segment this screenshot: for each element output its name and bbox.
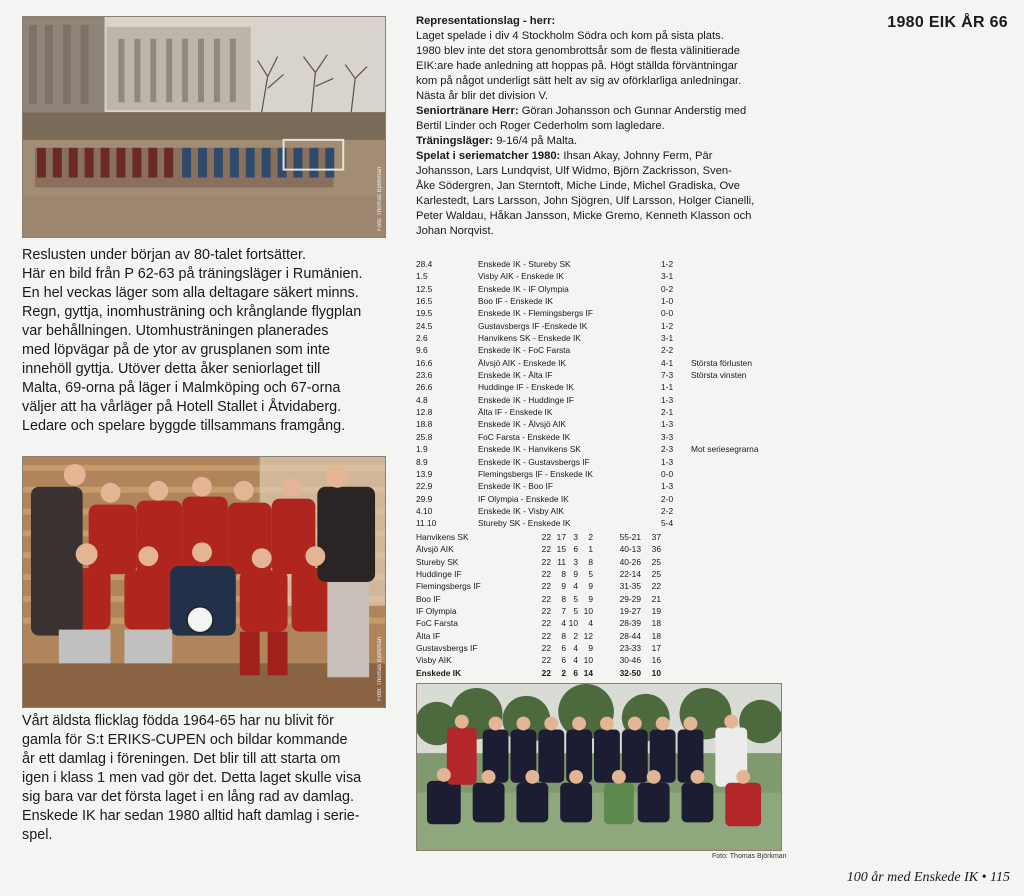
result-comment: [691, 456, 776, 468]
result-score: 0-2: [661, 283, 674, 294]
result-date: 19.5: [416, 308, 433, 319]
result-row: [416, 320, 776, 332]
result-comment: Största vinsten: [691, 370, 747, 381]
result-row: [416, 258, 776, 270]
standings-team: Hanvikens SK: [416, 532, 469, 542]
standings-team: IF Olympia: [416, 606, 457, 617]
result-match: Enskede IK - IF Olympia: [478, 283, 569, 294]
result-row: [416, 418, 776, 430]
result-match: Hanvikens SK - Enskede IK: [478, 333, 581, 344]
text-line: Åke Södergren, Jan Sterntoft, Miche Linde, Michel Gradiska, Ove: [416, 180, 740, 192]
standings-won: 2: [561, 667, 566, 678]
text-line: Johansson, Lars Lundqvist, Ulf Widmo, Björn Zackrisson, Sven-: [416, 165, 732, 177]
result-date: 1.9: [416, 444, 428, 455]
standings-goals: 32-50: [619, 667, 641, 678]
result-row: [416, 270, 776, 282]
result-score: 7-3: [661, 370, 674, 381]
text-line: Regn, gyttja, inomhusträning och krånglande flygplan: [22, 304, 362, 320]
camp-heading: Träningsläger:: [416, 135, 494, 147]
result-comment: [691, 493, 776, 505]
players-line: [416, 149, 796, 164]
result-score: 3-3: [661, 431, 674, 442]
standings-team: FoC Farsta: [416, 618, 458, 629]
standings-won: 7: [561, 606, 566, 617]
result-row: [416, 307, 776, 319]
rep-heading: Representationslag - herr:: [416, 15, 556, 27]
standings-played: 22: [541, 643, 551, 654]
standings-row: [416, 568, 666, 580]
standings-points: 36: [651, 544, 661, 555]
text-line: Reslusten under början av 80-talet fortsätter.: [22, 247, 306, 263]
standings-team: Enskede IK: [416, 667, 462, 678]
standings-lost: 4: [588, 618, 593, 629]
standings-lost: 12: [583, 630, 593, 641]
standings-team: Huddinge IF: [416, 569, 462, 580]
text-line: Malta, 69-orna på läger i Malmköping och 67-orna: [22, 380, 341, 396]
standings-points: 16: [651, 655, 661, 666]
result-date: 4.10: [416, 505, 433, 516]
standings-team: Stureby SK: [416, 556, 459, 567]
result-match: Stureby SK - Enskede IK: [478, 518, 571, 529]
result-score: 2-3: [661, 444, 674, 455]
result-comment: [691, 505, 776, 517]
standings-won: 6: [561, 655, 566, 666]
standings-drawn: 10: [568, 618, 578, 629]
text-line: igen i klass 1 men vad gör det. Detta laget skulle visa: [22, 770, 362, 786]
standings-points: 10: [651, 667, 661, 678]
result-score: 1-3: [661, 456, 674, 467]
photo-credit: Foto: Thomas Björkman: [377, 167, 383, 231]
standings-drawn: 2: [573, 630, 578, 641]
standings-lost: 5: [588, 569, 593, 580]
result-score: 1-3: [661, 394, 674, 405]
result-comment: [691, 320, 776, 332]
standings-points: 19: [651, 606, 661, 617]
standings-won: 8: [561, 569, 566, 580]
result-comment: [691, 431, 776, 443]
standings-team: Gustavsbergs IF: [416, 643, 478, 654]
result-row: [416, 456, 776, 468]
standings-row: [416, 667, 666, 679]
text-line: sig bara var det första laget i en lång rad av damlag.: [22, 789, 354, 805]
standings-row: [416, 531, 666, 543]
result-match: Enskede IK - Boo IF: [478, 481, 553, 492]
players-heading: Spelat i seriematcher 1980:: [416, 150, 561, 162]
result-comment: [691, 295, 776, 307]
result-score: 3-1: [661, 333, 674, 344]
standings-won: 4: [561, 618, 566, 629]
standings-goals: 28-39: [619, 618, 641, 629]
photo-credit: Foto: Thomas Björkman: [712, 853, 787, 860]
standings-won: 17: [556, 532, 566, 542]
camp-line: [416, 134, 796, 149]
result-comment: [691, 283, 776, 295]
standings-points: 18: [651, 618, 661, 629]
result-score: 1-3: [661, 481, 674, 492]
team-photo-senior-men: [416, 683, 782, 851]
result-date: 1.5: [416, 271, 428, 282]
result-comment: [691, 307, 776, 319]
result-match: Enskede IK - Stureby SK: [478, 259, 571, 269]
standings-goals: 28-44: [619, 630, 641, 641]
result-date: 13.9: [416, 468, 433, 479]
result-score: 2-1: [661, 407, 674, 418]
text-line: Ledare och spelare byggde tillsammans framgång.: [22, 418, 346, 434]
standings-won: 6: [561, 643, 566, 654]
result-comment: [691, 394, 776, 406]
standings-played: 22: [541, 532, 551, 542]
result-comment: [691, 468, 776, 480]
result-comment: Största förlusten: [691, 357, 752, 368]
result-comment: [691, 406, 776, 418]
standings-drawn: 4: [573, 581, 578, 592]
result-date: 18.8: [416, 419, 433, 430]
result-score: 3-1: [661, 271, 674, 282]
standings-row: [416, 654, 666, 666]
standings-row: [416, 580, 666, 592]
standings-row: [416, 617, 666, 629]
standings-lost: 1: [588, 544, 593, 555]
team-photo-romania: [22, 16, 386, 238]
league-table: [416, 531, 666, 679]
result-score: 2-0: [661, 493, 674, 504]
text-line: Johan Norqvist.: [416, 225, 494, 237]
text-line: Peter Waldau, Håkan Jansson, Micke Gremo, Kenneth Klasson och: [416, 210, 752, 222]
players-text: Ihsan Akay, Johnny Ferm, Pär: [560, 150, 713, 162]
text-line: innehöll gyttja. Utöver detta åker seniorlaget till: [22, 361, 321, 377]
standings-drawn: 4: [573, 643, 578, 654]
standings-played: 22: [541, 544, 551, 555]
result-comment: [691, 381, 776, 393]
coach-text: Göran Johansson och Gunnar Anderstig med: [518, 105, 747, 117]
standings-row: [416, 642, 666, 654]
standings-played: 22: [541, 569, 551, 580]
result-match: Enskede IK - Huddinge IF: [478, 394, 574, 405]
result-comment: [691, 258, 776, 270]
standings-won: 11: [557, 556, 566, 567]
result-date: 16.6: [416, 357, 433, 368]
photo-credit: Foto: Thomas Björkman: [377, 637, 383, 701]
result-match: Älvsjö AIK - Enskede IK: [478, 357, 566, 368]
result-match: FoC Farsta - Enskede IK: [478, 431, 571, 442]
standings-row: [416, 556, 666, 568]
result-date: 28.4: [416, 259, 433, 269]
text-line: EIK:are hade anledning att hoppas på. Högt ställda förväntningar: [416, 60, 738, 72]
standings-points: 25: [651, 569, 661, 580]
result-row: [416, 468, 776, 480]
standings-team: Visby AIK: [416, 655, 452, 666]
result-score: 4-1: [661, 357, 674, 368]
result-date: 4.8: [416, 394, 428, 405]
result-row: [416, 406, 776, 418]
team-photo-girls: [22, 456, 386, 708]
result-row: [416, 381, 776, 393]
result-row: [416, 357, 776, 369]
result-score: 1-3: [661, 419, 674, 430]
result-date: 26.6: [416, 382, 433, 393]
text-line: En hel veckas läger som alla deltagare säkert minns.: [22, 285, 359, 301]
result-row: [416, 394, 776, 406]
text-line: gamla för S:t ERIKS-CUPEN och bildar kommande: [22, 732, 348, 748]
result-comment: [691, 517, 776, 529]
text-line: 1980 blev inte det stora genombrottsår som de flesta välinitierade: [416, 45, 741, 57]
standings-points: 17: [651, 643, 661, 654]
result-date: 12.5: [416, 283, 433, 294]
standings-played: 22: [541, 667, 551, 678]
result-date: 25.8: [416, 431, 433, 442]
text-line: Enskede IK har sedan 1980 alltid haft damlag i serie-: [22, 808, 360, 824]
result-comment: [691, 332, 776, 344]
text-line: år ett damlag i föreningen. Det blir till att starta om: [22, 751, 341, 767]
text-line: Nästa år blir det division V.: [416, 90, 549, 102]
result-date: 29.9: [416, 493, 433, 504]
result-comment: [691, 418, 776, 430]
result-score: 1-2: [661, 320, 674, 331]
season-summary: [416, 14, 796, 239]
standings-goals: 29-29: [619, 593, 641, 604]
result-row: [416, 517, 776, 529]
result-match: Enskede IK - Flemingsbergs IF: [478, 308, 593, 319]
result-comment: [691, 270, 776, 282]
standings-goals: 19-27: [619, 606, 641, 617]
standings-won: 8: [561, 630, 566, 641]
result-comment: [691, 344, 776, 356]
standings-played: 22: [541, 655, 551, 666]
result-row: [416, 493, 776, 505]
coach-heading: Seniortränare Herr:: [416, 105, 519, 117]
result-match: Visby AIK - Enskede IK: [478, 271, 564, 282]
standings-played: 22: [541, 606, 551, 617]
result-date: 16.5: [416, 296, 433, 307]
standings-drawn: 3: [573, 556, 578, 567]
standings-played: 22: [541, 556, 551, 567]
result-row: [416, 295, 776, 307]
result-date: 23.6: [416, 370, 433, 381]
caption-girls-team: [22, 712, 390, 845]
result-row: [416, 443, 776, 455]
text-line: spel.: [22, 827, 53, 843]
standings-team: Älta IF: [416, 630, 441, 641]
result-row: [416, 344, 776, 356]
standings-row: [416, 630, 666, 642]
text-line: Karlestedt, Lars Larsson, John Sjögren, Ulf Larsson, Holger Cianelli,: [416, 195, 755, 207]
result-row: [416, 332, 776, 344]
text-line: kom på något underligt sätt helt av sig av oförklarliga anledningar.: [416, 75, 742, 87]
standings-points: 37: [651, 532, 661, 542]
result-score: 1-1: [661, 382, 674, 393]
text-line: väljer att ha vårläger på Hotell Stallet i Åtvidaberg.: [22, 399, 342, 415]
camp-text: 9-16/4 på Malta.: [493, 135, 578, 147]
standings-played: 22: [541, 593, 551, 604]
standings-row: [416, 593, 666, 605]
standings-drawn: 4: [573, 655, 578, 666]
standings-row: [416, 543, 666, 555]
standings-drawn: 6: [573, 667, 578, 678]
standings-drawn: 6: [573, 544, 578, 555]
standings-goals: 40-26: [619, 556, 641, 567]
standings-lost: 2: [588, 532, 593, 542]
result-match: Enskede IK - Gustavsbergs IF: [478, 456, 590, 467]
result-match: Enskede IK - Älta IF: [478, 370, 553, 381]
standings-lost: 9: [588, 593, 593, 604]
standings-goals: 22-14: [619, 569, 641, 580]
result-match: Enskede IK - Hanvikens SK: [478, 444, 581, 455]
result-date: 12.8: [416, 407, 433, 418]
result-match: Gustavsbergs IF -Enskede IK: [478, 320, 588, 331]
text-line: med löpvägar på de ytor av grusplanen som inte: [22, 342, 330, 358]
standings-goals: 55-21: [619, 532, 641, 542]
standings-goals: 40-13: [619, 544, 641, 555]
page-footer: 100 år med Enskede IK • 115: [846, 870, 1010, 885]
result-score: 1-0: [661, 296, 674, 307]
result-score: 0-0: [661, 468, 674, 479]
result-row: [416, 369, 776, 381]
result-date: 8.9: [416, 456, 428, 467]
match-results: [416, 258, 776, 530]
standings-won: 15: [556, 544, 566, 555]
text-line: var behållningen. Utomhusträningen planerades: [22, 323, 329, 339]
standings-lost: 10: [583, 606, 593, 617]
result-match: Flemingsbergs IF - Enskede IK: [478, 468, 593, 479]
result-row: [416, 431, 776, 443]
result-match: Boo IF - Enskede IK: [478, 296, 553, 307]
result-score: 1-2: [661, 259, 674, 269]
page-title: 1980 EIK ÅR 66: [887, 14, 1008, 31]
text-line: Vårt äldsta flicklag födda 1964-65 har nu blivit för: [22, 713, 334, 729]
standings-played: 22: [541, 581, 551, 592]
standings-row: [416, 605, 666, 617]
standings-team: Flemingsbergs IF: [416, 581, 481, 592]
caption-romania: [22, 246, 390, 436]
standings-goals: 23-33: [619, 643, 641, 654]
standings-points: 21: [651, 593, 661, 604]
result-row: [416, 505, 776, 517]
result-score: 2-2: [661, 505, 674, 516]
result-date: 2.6: [416, 333, 428, 344]
result-row: [416, 283, 776, 295]
standings-points: 22: [651, 581, 661, 592]
result-row: [416, 480, 776, 492]
result-score: 5-4: [661, 518, 674, 529]
result-comment: Mot seriesegrarna: [691, 444, 759, 455]
result-comment: [691, 480, 776, 492]
standings-goals: 31-35: [619, 581, 641, 592]
standings-drawn: 5: [573, 606, 578, 617]
result-date: 9.6: [416, 345, 428, 356]
result-match: Enskede IK - FoC Farsta: [478, 345, 571, 356]
standings-team: Älvsjö AIK: [416, 544, 454, 555]
standings-lost: 8: [588, 556, 593, 567]
result-score: 2-2: [661, 345, 674, 356]
text-line: Här en bild från P 62-63 på träningsläger i Rumänien.: [22, 266, 363, 282]
standings-goals: 30-46: [619, 655, 641, 666]
standings-team: Boo IF: [416, 593, 441, 604]
standings-played: 22: [541, 630, 551, 641]
standings-drawn: 5: [573, 593, 578, 604]
text-line: Bertil Linder och Roger Cederholm som lagledare.: [416, 120, 665, 132]
result-match: Älta IF - Enskede IK: [478, 407, 553, 418]
result-match: Huddinge IF - Enskede IK: [478, 382, 574, 393]
result-date: 11.10: [416, 518, 437, 529]
standings-drawn: 9: [573, 569, 578, 580]
result-match: Enskede IK - Visby AIK: [478, 505, 564, 516]
standings-points: 18: [651, 630, 661, 641]
result-match: IF Olympia - Enskede IK: [478, 493, 569, 504]
coach-line: [416, 104, 796, 119]
standings-lost: 9: [588, 581, 593, 592]
standings-drawn: 3: [573, 532, 578, 542]
result-date: 24.5: [416, 320, 433, 331]
text-line: Laget spelade i div 4 Stockholm Södra och kom på sista plats.: [416, 30, 724, 42]
result-match: Enskede IK - Älvsjö AIK: [478, 419, 566, 430]
standings-lost: 10: [583, 655, 593, 666]
standings-won: 9: [561, 581, 566, 592]
result-score: 0-0: [661, 308, 674, 319]
standings-points: 25: [651, 556, 661, 567]
standings-lost: 14: [583, 667, 593, 678]
standings-won: 8: [561, 593, 566, 604]
result-date: 22.9: [416, 481, 433, 492]
standings-lost: 9: [588, 643, 593, 654]
standings-played: 22: [541, 618, 551, 629]
